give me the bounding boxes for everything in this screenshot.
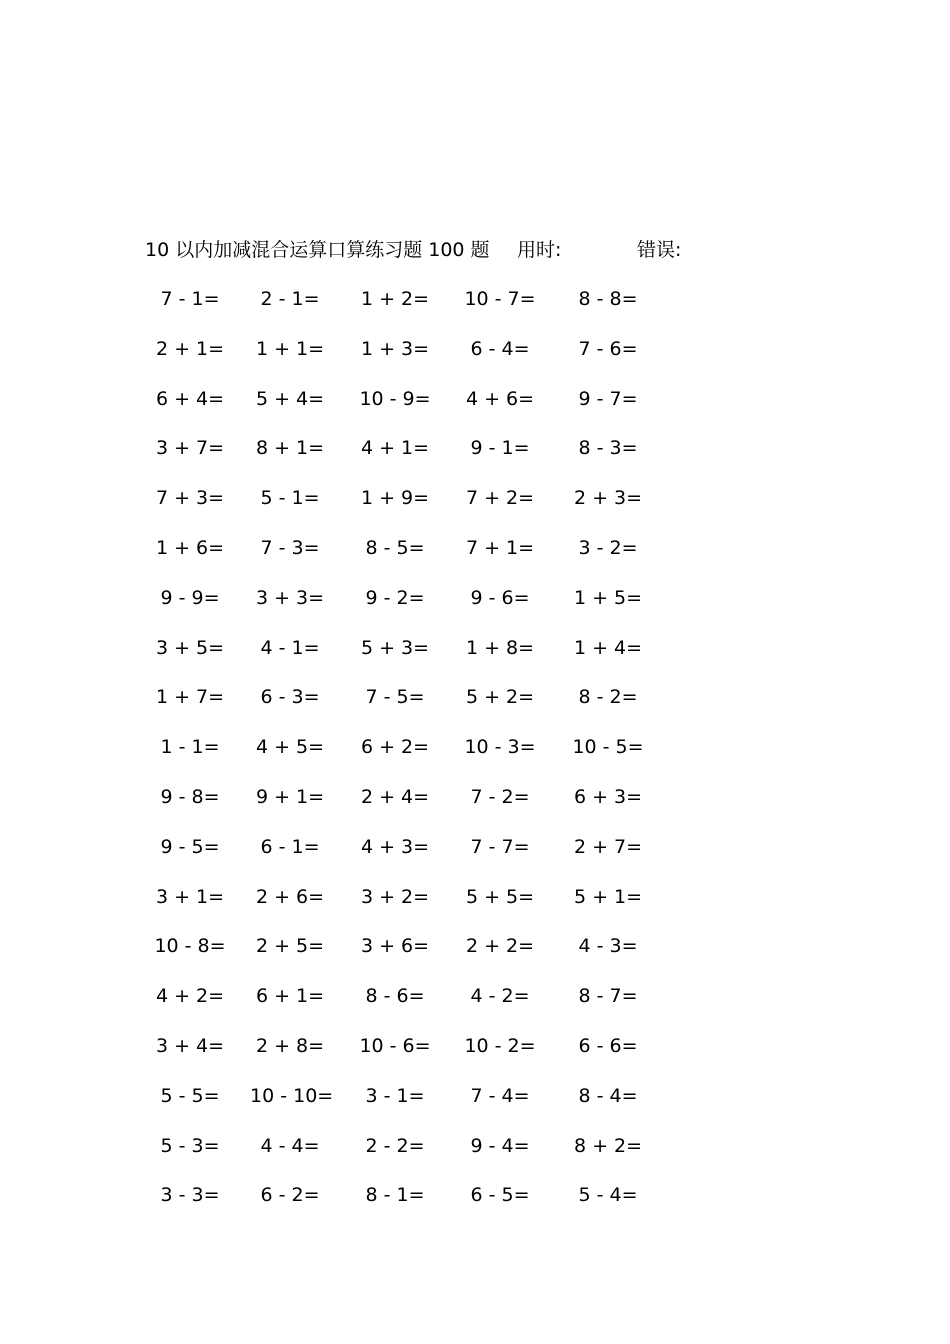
math-problem: 8 - 2= [578,686,638,709]
math-problem: 4 - 1= [260,636,320,659]
math-problem: 10 - 6= [359,1034,431,1057]
math-problem: 2 - 1= [260,288,320,310]
problem-row [0,981,950,1031]
math-problem: 9 - 5= [160,835,220,858]
math-problem: 7 - 2= [470,785,530,808]
problem-row [0,583,950,633]
math-problem: 7 - 7= [470,835,530,858]
math-problem: 1 + 4= [573,636,643,659]
math-problem: 2 + 7= [573,835,643,858]
math-problem: 5 + 5= [465,885,535,908]
problem-row [0,1081,950,1131]
math-problem: 7 + 2= [465,487,535,510]
problem-row [0,384,950,434]
math-problem: 2 + 1= [155,337,225,360]
math-problem: 6 + 4= [155,387,225,410]
math-problem: 6 - 6= [578,1034,638,1057]
math-problem: 8 - 6= [365,985,425,1008]
math-problem: 6 + 2= [360,736,430,759]
math-problem: 3 + 7= [155,437,225,460]
math-problem: 10 - 5= [572,736,644,759]
math-problem: 2 - 2= [365,1134,425,1157]
math-problem: 3 + 3= [255,586,325,609]
math-problem: 2 + 3= [573,487,643,510]
math-problem: 3 + 5= [155,636,225,659]
problem-grid [0,284,950,1230]
math-problem: 2 + 5= [255,935,325,958]
math-problem: 8 + 2= [573,1134,643,1157]
math-problem: 10 - 10= [250,1084,334,1107]
math-problem: 5 + 1= [573,885,643,908]
problem-row [0,931,950,981]
math-problem: 9 + 1= [255,785,325,808]
math-problem: 5 - 1= [260,487,320,510]
math-problem: 1 + 5= [573,586,643,609]
math-problem: 8 + 1= [255,437,325,460]
problem-row [0,533,950,583]
math-problem: 5 - 4= [578,1184,638,1207]
math-problem: 7 + 3= [155,487,225,510]
math-problem: 7 - 4= [470,1084,530,1107]
math-problem: 6 + 3= [573,785,643,808]
math-problem: 4 - 2= [470,985,530,1008]
problem-row [0,882,950,932]
math-problem: 9 - 4= [470,1134,530,1157]
problem-row [0,1031,950,1081]
math-problem: 8 - 5= [365,536,425,559]
math-problem: 1 + 1= [255,337,325,360]
math-problem: 6 - 3= [260,686,320,709]
math-problem: 1 + 2= [360,288,430,310]
math-problem: 5 - 5= [160,1084,220,1107]
math-problem: 9 - 2= [365,586,425,609]
problem-row [0,633,950,683]
math-problem: 3 - 1= [365,1084,425,1107]
math-problem: 9 - 7= [578,387,638,410]
problem-row [0,732,950,782]
math-problem: 6 - 5= [470,1184,530,1207]
math-problem: 10 - 8= [154,935,226,958]
time-used-label: 用时: [517,239,562,261]
math-problem: 5 + 2= [465,686,535,709]
math-problem: 5 - 3= [160,1134,220,1157]
math-problem: 1 + 7= [155,686,225,709]
math-problem: 4 + 6= [465,387,535,410]
math-problem: 1 + 9= [360,487,430,510]
math-problem: 5 + 4= [255,387,325,410]
math-problem: 2 + 6= [255,885,325,908]
math-problem: 1 - 1= [160,736,220,759]
math-problem: 3 - 3= [160,1184,220,1207]
problem-row [0,433,950,483]
problem-row [0,782,950,832]
math-problem: 3 + 2= [360,885,430,908]
math-problem: 8 - 1= [365,1184,425,1207]
error-count-label: 错误: [637,239,682,261]
worksheet-header [0,236,950,264]
math-problem: 2 + 8= [255,1034,325,1057]
math-problem: 10 - 3= [464,736,536,759]
math-problem: 6 - 2= [260,1184,320,1207]
math-problem: 7 + 1= [465,536,535,559]
problem-row [0,1180,950,1230]
math-problem: 4 + 2= [155,985,225,1008]
math-problem: 6 - 1= [260,835,320,858]
math-problem: 3 - 2= [578,536,638,559]
math-problem: 4 + 1= [360,437,430,460]
math-problem: 9 - 6= [470,586,530,609]
math-problem: 7 - 5= [365,686,425,709]
math-problem: 9 - 9= [160,586,220,609]
math-problem: 10 - 7= [464,288,536,310]
problem-row [0,1131,950,1181]
math-problem: 1 + 8= [465,636,535,659]
problem-row [0,334,950,384]
math-problem: 8 - 7= [578,985,638,1008]
math-problem: 9 - 1= [470,437,530,460]
math-problem: 6 + 1= [255,985,325,1008]
problem-row [0,284,950,334]
math-problem: 5 + 3= [360,636,430,659]
math-problem: 2 + 2= [465,935,535,958]
math-problem: 1 + 6= [155,536,225,559]
math-problem: 4 + 5= [255,736,325,759]
math-problem: 7 - 1= [160,288,220,310]
math-problem: 6 - 4= [470,337,530,360]
problem-row [0,832,950,882]
math-problem: 8 - 8= [578,288,638,310]
math-problem: 4 - 4= [260,1134,320,1157]
math-problem: 3 + 6= [360,935,430,958]
math-problem: 10 - 9= [359,387,431,410]
math-problem: 7 - 6= [578,337,638,360]
worksheet-title: 10 以内加减混合运算口算练习题 100 题 [145,239,490,261]
math-problem: 10 - 2= [464,1034,536,1057]
problem-row [0,682,950,732]
math-problem: 8 - 3= [578,437,638,460]
math-problem: 4 + 3= [360,835,430,858]
math-problem: 1 + 3= [360,337,430,360]
math-problem: 7 - 3= [260,536,320,559]
problem-row [0,483,950,533]
math-problem: 4 - 3= [578,935,638,958]
math-problem: 3 + 4= [155,1034,225,1057]
math-problem: 3 + 1= [155,885,225,908]
math-problem: 9 - 8= [160,785,220,808]
math-problem: 2 + 4= [360,785,430,808]
math-problem: 8 - 4= [578,1084,638,1107]
